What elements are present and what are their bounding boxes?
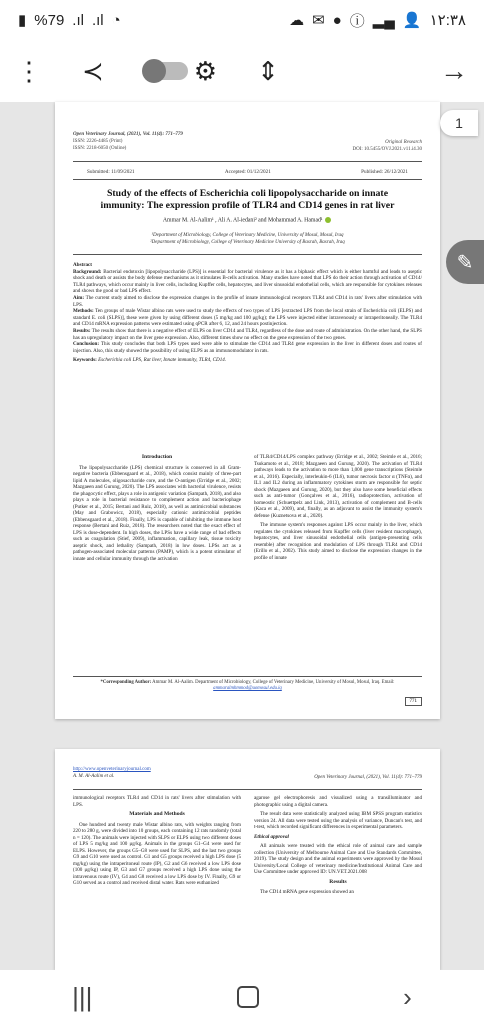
page-indicator[interactable]: 1 <box>440 110 478 136</box>
author-short: A. M. Al-Aalim et al. <box>73 773 115 779</box>
forward-icon[interactable]: → <box>440 55 468 86</box>
pdf-page-1 <box>55 102 440 719</box>
intro-column-left <box>73 454 241 565</box>
document-viewer[interactable] <box>0 102 484 970</box>
background-label: Background: <box>73 268 102 275</box>
issn-online: ISSN: 2218-6050 (Online) <box>73 146 127 151</box>
mail-icon: ✉ <box>312 12 325 29</box>
intro-continuation: immunological receptors TLR4 and CD14 in rats' livers after stimulation with LPS. <box>73 795 241 808</box>
page2-column-left <box>73 795 241 890</box>
mm-paragraph: One hundred and twenty male Wistar albino rats, with weights ranging from 220 to 280 g, were divided into 10 groups, each containing 12 rats randomly (total n = 120). The animals were injected with SLPS or ELPS using two different doses of LPS 5 mg/kg and 100 μg/kg. Animals in the groups G1–G4 were used for ELPS. However, the groups G5–G8 were used for SLPS, and the last two groups G9 and G10 were used as control. G1 and G5 groups received a high LPS dose (5 mg/kg) using the intraperitoneal route (IP), G2 and G6 received a low LPS dose (100 μg/kg) using IP, G3 and G7 groups received a high LPS done using the intravenous route (IV), G4 and G8 received a low LPS dose by IV. Finally, G9 or G10 served as a control and received distal water. Rats were euthanized <box>73 821 241 886</box>
intro-paragraph: The immune system's responses against LPS occur mainly in the liver, which regulates the cytokines released from Kupffer cells (liver resident macrophage), hepatocytes, and liver sinusoidal endothelial cells (antigen-presenting cells resemble) after recognition and modulation of LPS through TLR4 and CD14 (Erillo et al., 2002). This study aimed to disclose the expression changes in the profile of innate <box>254 522 422 561</box>
keywords-text: Escherichia coli LPS, Rat liver, Innate immunity, TLR4, CD14. <box>98 357 227 364</box>
affiliation-2: ²Department of Microbiology, College of Veterinary Medicine University of Basrah, Basrah, Iraq <box>150 240 345 245</box>
abstract-heading: Abstract <box>73 262 92 268</box>
article-type: Original Research <box>385 140 422 145</box>
background-text: Bacterial endotoxin [lipopolysaccharide (LPS)] is essential for bacterial virulence as it has a biphasic effect which is either harmful and leads to aseptic shock and death or assists the body defense mechanisms as it stimulates B-cells activation. Many studies have noted that LPS do their action through activation of CD14/ TLR4 pathways, which occur mainly in liver cells, including Kupffer cells, hepatocytes, and liver sinusoidal endothelial cells, which are responsible for cytokines releases and shows the good or bad LPS effect. <box>73 268 422 295</box>
corresponding-author <box>73 680 422 693</box>
toggle-switch[interactable] <box>144 62 188 80</box>
divider <box>73 676 422 677</box>
signal-icon: .ıl <box>72 11 84 29</box>
back-icon[interactable]: › <box>403 981 412 1012</box>
intro-heading: Introduction <box>141 454 173 460</box>
recents-icon[interactable]: ||| <box>72 981 93 1012</box>
alert-icon: ⓘ <box>349 12 365 30</box>
pdf-page-2 <box>55 749 440 970</box>
signal-bars-icon: ▂▄ <box>372 12 395 29</box>
settings-gear-icon[interactable]: ⚙ <box>193 55 218 86</box>
battery-percent: %79 <box>34 11 65 29</box>
ethical-heading: Ethical approval <box>254 833 289 840</box>
affiliations <box>95 232 400 246</box>
intro-column-right <box>254 454 422 564</box>
email-link[interactable]: ammaralmhmmod@uomosul.edu.iq <box>213 686 282 692</box>
doi[interactable]: DOI: 10.5455/OVJ.2021.v11.i4.30 <box>352 147 422 152</box>
status-bar <box>0 0 484 40</box>
page-number: 771 <box>405 697 423 706</box>
status-right <box>289 10 466 31</box>
affiliation-1: ¹Department of Microbiology, College of Veterinary Medicine, University of Mosul, Mosul, Iraq <box>151 233 344 238</box>
battery-icon: ▮ <box>18 12 27 29</box>
orcid-icon[interactable] <box>325 217 331 223</box>
submitted-date: Submitted: 11/09/2021 <box>87 169 135 175</box>
page2-header <box>73 767 151 780</box>
share-icon[interactable]: ≺ <box>82 55 104 86</box>
divider <box>73 254 422 255</box>
night-mode-toggle[interactable] <box>144 56 217 87</box>
methods-label: Methods: <box>73 308 94 315</box>
cloud-icon: ☁ <box>289 12 305 29</box>
results-text: The results show that there is a negative effect of ELPS on liver CD14 and TLR4, regardless of the dose and route of administration. On the other hand, the SLPS has an upregulatory impact on the liver gene expression. Also, different times show no effect on the gene expression of the two genes. <box>73 327 422 341</box>
wifi-icon: ◔ <box>111 11 121 29</box>
intro-paragraph: of TLR4/CD14/LPS complex pathway (Erridge et al., 2002; Steimle et al., 2016; Tsukamoto et al., 2018; Mazgaeen and Gurung, 2020). The activation of TLR4 pathways leads to the activation to more than 1,000 gene transcriptions (Steimle et al., 2016). Especially, interleukin-6 (IL6), tumor necrosis factor α (TNFα), and IL1 and IL2 during an inflammatory cytokines storm are responsible for septic shock (Mazgaeen and Gurung, 2020), but they also have some beneficial effects such as anti-tumor (Gonçalves et al., 2016), radioprotection, activation of homeostic (Schuettpelz and Link, 2013), activation of complement and B-cells (Kaca et al., 2009), and, finally, as an adjuvant to assist the immunity system's defense (Kuznetsova et al., 2020). <box>254 454 422 519</box>
journal-meta <box>73 131 183 152</box>
keywords-label: Keywords: <box>73 357 97 364</box>
viewer-toolbar <box>0 40 484 102</box>
results-label: Results: <box>73 327 91 334</box>
issn-print: ISSN: 2226-4485 (Print) <box>73 139 123 144</box>
journal-short: Open Veterinary Journal, (2021), Vol. 11(4): 771–779 <box>314 775 422 780</box>
results-heading: Results <box>329 878 347 885</box>
methods-text: Ten groups of male Wistar albino rats were used to study the effects of two types of LPS [extracted LPS from the local strain of Escherichia coli (ELPS) and standard E. coli (SLPS)], these were given by using different doses (5 mg/kg and 100 μg/kg); the LPS were injected either intravenously or intraperitoneally. The TLR4 and CD14 mRNA expression patterns were estimated using qPCR after 6, 12, and 24 hours postinjection. <box>73 308 422 328</box>
authors: Ammar M. Al-Aalim¹ , Ali A. Al-iedani² and Mohammad A. Hamad¹ <box>162 217 323 224</box>
conclusion-text: This study concludes that both LPS types used were able to stimulate the CD14 and TLR4 gene expression in the liver in different doses and routes of injection. Also, this study showed the possibility of using ELPS as an immunomodulator in rats. <box>73 341 422 354</box>
journal-name: Open Veterinary Journal, (2021), Vol. 11(4): 771–779 <box>73 132 183 137</box>
divider <box>73 179 422 180</box>
intro-paragraph: The lipopolysaccharide (LPS) chemical structure is conserved in all Gram-negative bacteria (Ebbensgaard et al., 2018), which consist mainly of three-part lipid A molecules, oligosaccharide core, and the O-antigen (Erridge et al., 2002; Mazgaeen and Gurung, 2020). The LPS associates with bacterial virulence, resists the phagocytic effect, plays a role in antigenic variation (Sampath, 2018), and also plays a role in bacterial resistance to complement action and bacteriophage (Putker et al., 2015; Bertani and Ruiz, 2018), as well as antimicrobial substances (May and Grabowicz, 2018), especially cationic antimicrobial peptides (Ebbensgaard et al., 2018). Finally, LPS is capable of inhibiting the immune host response (Bertani and Ruiz, 2018). The researchers noted that the exact effect of LPS is dose-dependent. In high doses, the LPSs have a wide range of bad effects such as coagulation (Stief, 2009), inflammation, capillary leak, tissue toxicity aseptic shock, and lethality (Sampath, 2018) in low doses. LPSs act as a pathogen-associated molecular patterns (PAMP), which is a potent stimulator of innate and cellular immunity through the activation <box>73 464 241 562</box>
article-title: Study of the effects of Escherichia coli lipopolysaccharide on innate immunity: The expression profile of TLR4 and CD14 genes in rat liver <box>100 188 395 211</box>
person-icon: 👤 <box>402 12 422 29</box>
conclusion-label: Conclusion: <box>73 341 100 348</box>
aim-label: Aim: <box>73 294 85 301</box>
ethical-paragraph: All animals were treated with the ethical role of animal care and sample collection (University of Melbourne Animal Care and Use Standards Committee, 2019). The study design and the animal experiments were approved by the Mosul University/Local College of veterinary medicine/Institutional Animal Care and Use Committee under approved ID: UN.VET.2021.008 <box>254 843 422 875</box>
article-meta <box>352 139 422 153</box>
abstract <box>73 262 422 364</box>
scroll-icon[interactable]: ⇕ <box>257 55 279 86</box>
status-left <box>18 11 121 29</box>
corresponding-text: Ammar M. Al-Aalim. Department of Microbiology, College of Veterinary Medicine, University of Mosul, Mosul, Iraq. Email: <box>152 680 395 685</box>
mm-heading: Materials and Methods <box>129 811 185 817</box>
page2-column-right <box>254 795 422 899</box>
edit-pencil-icon[interactable]: ✎ <box>446 240 484 284</box>
accepted-date: Accepted: 01/12/2021 <box>224 169 271 175</box>
published-date: Published: 26/12/2021 <box>361 169 408 175</box>
stats-paragraph: The result data were statistically analyzed using IBM SPSS program statistics version 24. All data were tested using the analysis of variance, Duncan's test, and t-test, which recorded significant differences in experimental parameters. <box>254 811 422 830</box>
methods-paragraph: agarose gel electrophoresis and visualized using a transilluminator and photographic using a digital camera. <box>254 795 422 808</box>
authors-line <box>85 217 410 223</box>
results-paragraph: The CD14 mRNA gene expression showed an <box>260 889 354 895</box>
signal-icon: .ıl <box>91 11 104 29</box>
divider <box>73 161 422 162</box>
dates-row <box>73 169 422 175</box>
corresponding-label: *Corresponding Author: <box>100 680 152 685</box>
home-icon[interactable] <box>237 986 259 1008</box>
system-nav-bar <box>0 970 484 1024</box>
location-icon: ● <box>332 11 342 29</box>
clock-time: ١٢:٣٨ <box>429 12 466 29</box>
more-vert-icon[interactable]: ⋮ <box>16 55 42 86</box>
aim-text: The current study aimed to disclose the expression changes in the profile of innate immunological receptors TLR4 and CD14 in rats' livers after stimulation with LPS. <box>73 294 423 308</box>
journal-url[interactable]: http://www.openveterinaryjournal.com <box>73 767 151 772</box>
divider <box>73 789 422 790</box>
